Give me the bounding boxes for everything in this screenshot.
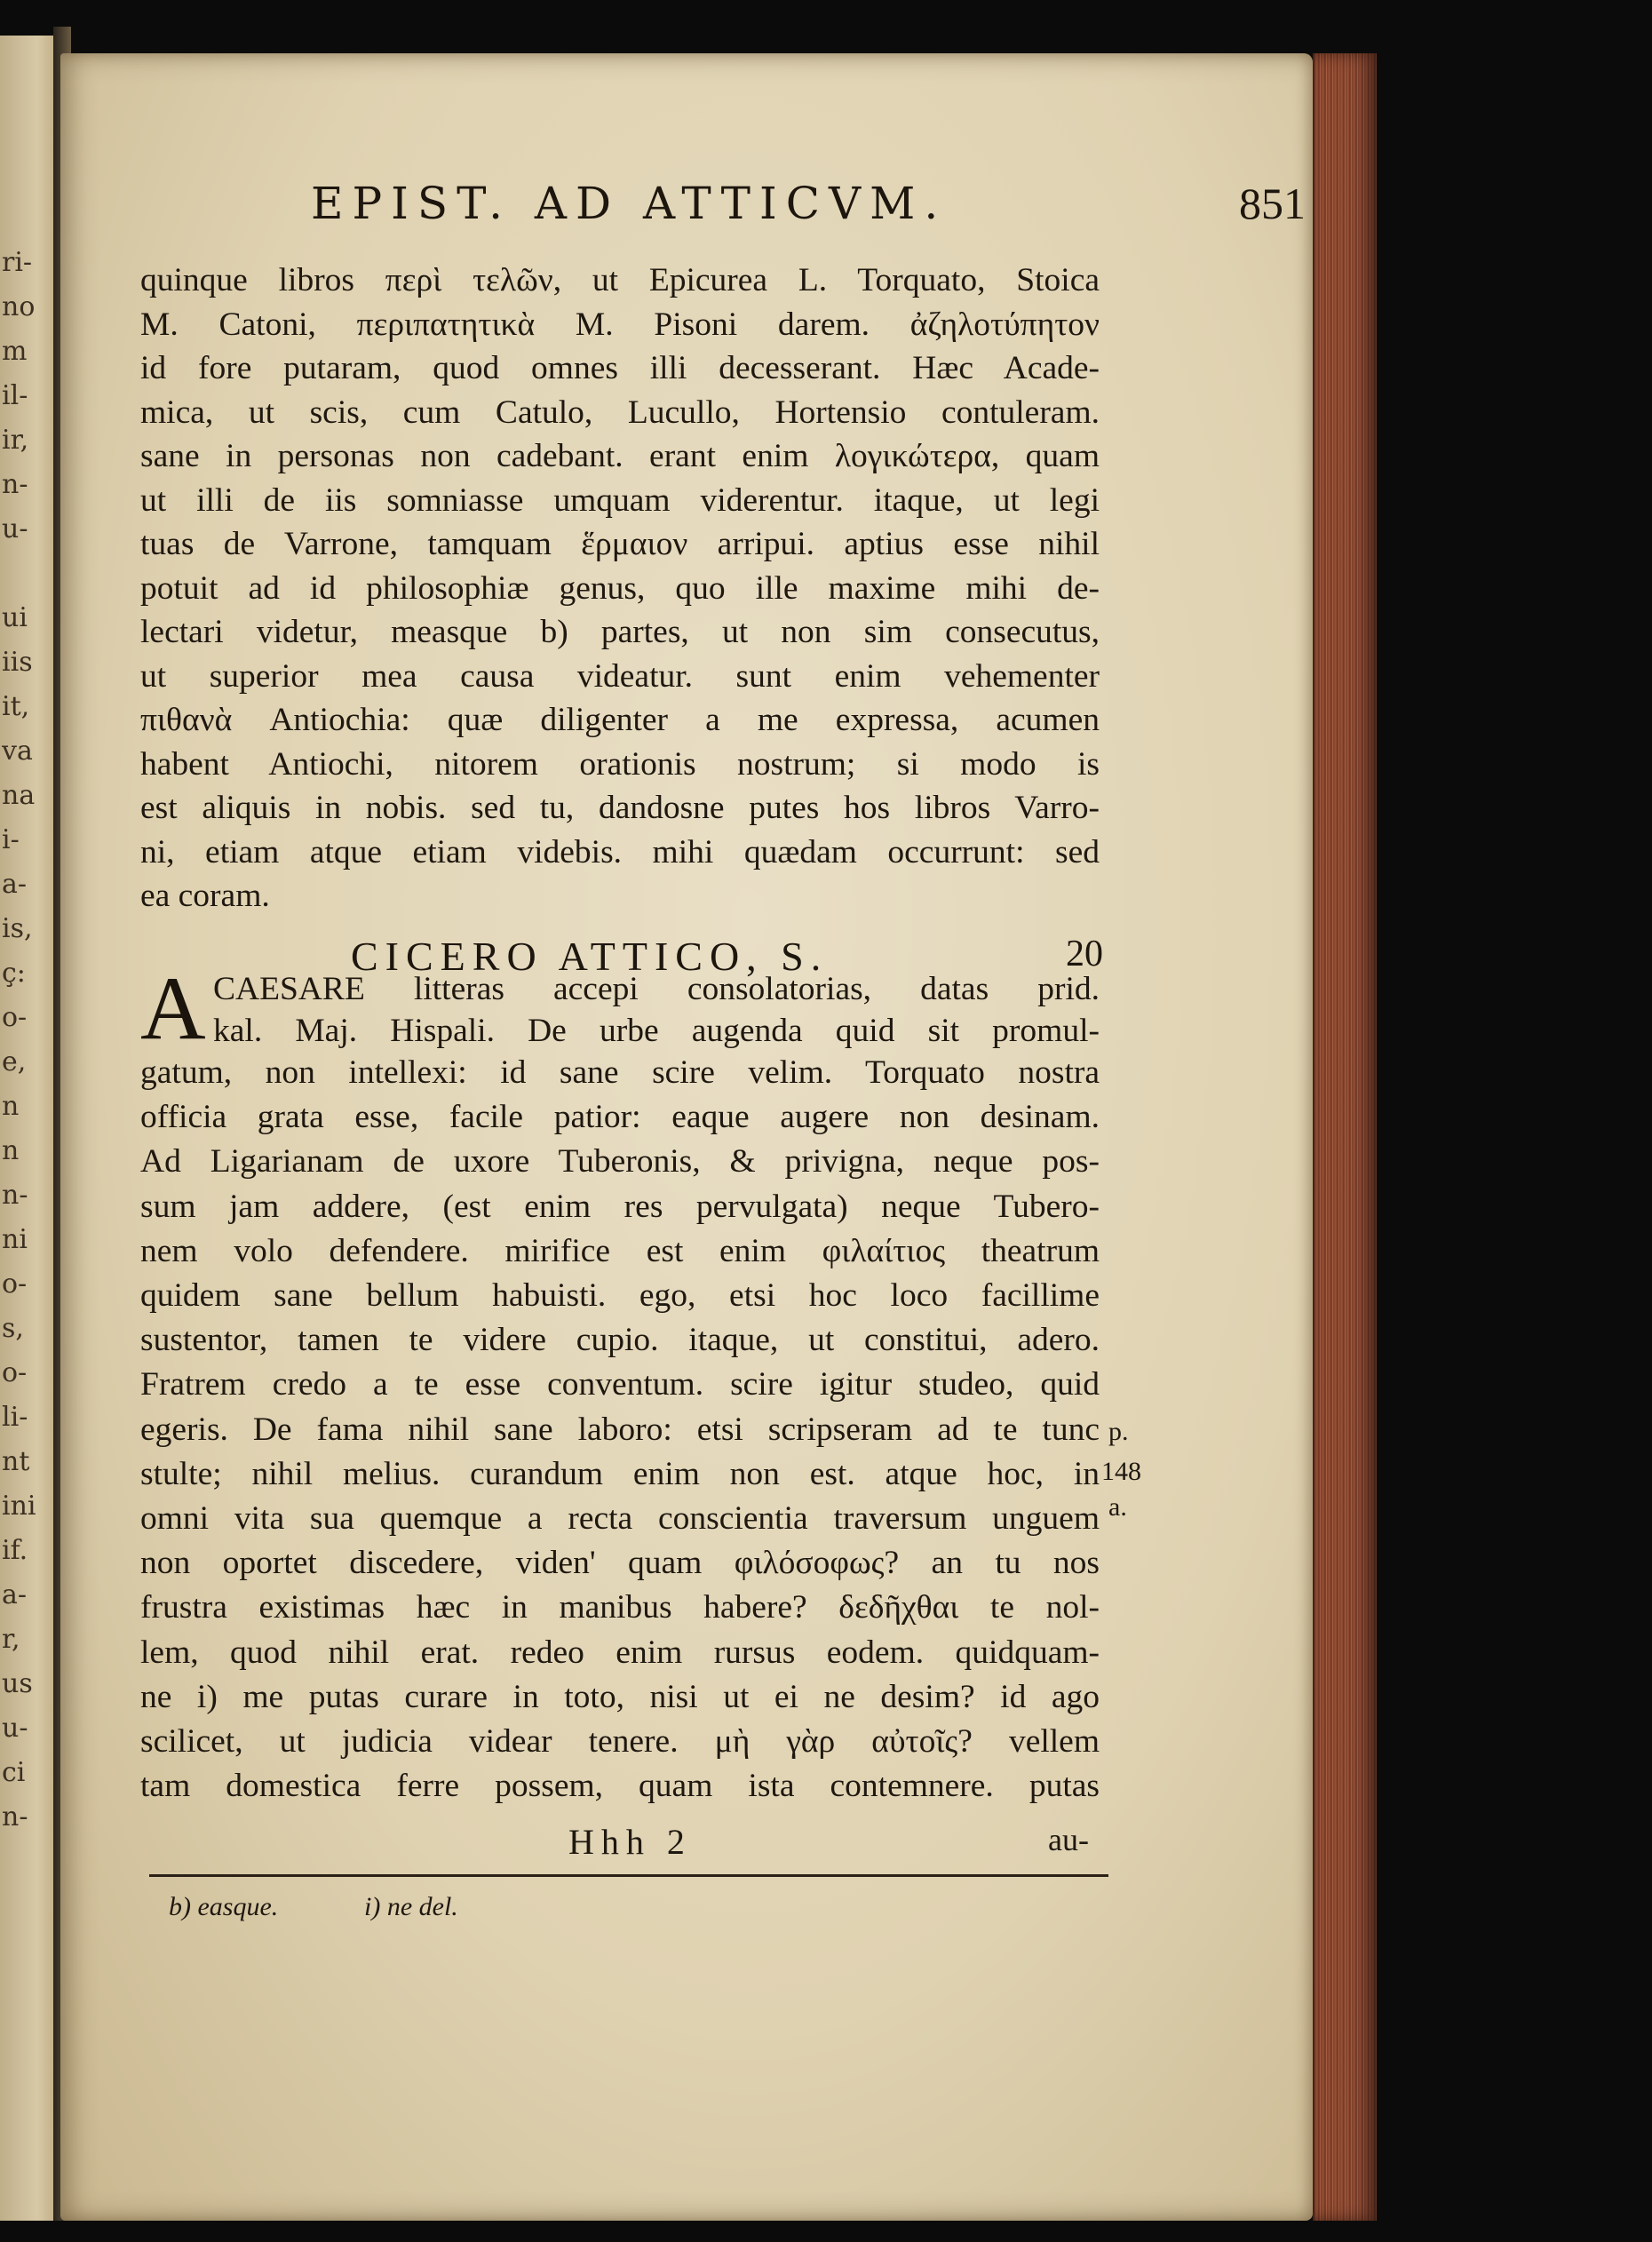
left-page-fragment: o- xyxy=(2,1270,28,1299)
footnote-rule xyxy=(149,1874,1108,1877)
footnote-b: b) easque. xyxy=(169,1892,279,1921)
left-page-fragment: m xyxy=(2,338,28,366)
left-page-fragment: it, xyxy=(2,693,30,721)
left-page-fragment: u- xyxy=(2,515,28,544)
text-line: gatum, non intellexi: id sane scire velim. Torquato nostra xyxy=(140,1054,1100,1091)
text-line: πιθανὰ Antiochia: quæ diligenter a me expressa, acumen xyxy=(140,702,1100,738)
left-page-fragment: i- xyxy=(2,826,20,855)
text-line: M. Catoni, περιπατητικὰ M. Pisoni darem. ἀζηλοτύπητον xyxy=(140,306,1100,343)
text-line: ut illi de iis somniasse umquam viderentur. itaque, ut legi xyxy=(140,481,1100,519)
text-line: ne i) me putas curare in toto, nisi ut ei ne desim? id ago xyxy=(140,1678,1100,1715)
text-line: lectari videtur, measque b) partes, ut non sim consecutus, xyxy=(140,614,1100,650)
text-line: habent Antiochi, nitorem orationis nostrum; si modo is xyxy=(140,745,1100,783)
left-page-fragment: ni xyxy=(2,1226,28,1254)
text-line: est aliquis in nobis. sed tu, dandosne putes hos libros Varro- xyxy=(140,790,1100,826)
footnote-i: i) ne del. xyxy=(364,1892,458,1921)
text-line: lem, quod nihil erat. redeo enim rursus eodem. quidquam- xyxy=(140,1634,1100,1671)
text-line: Ad Ligarianam de uxore Tuberonis, & privigna, neque pos- xyxy=(140,1143,1100,1181)
letter-heading: CICERO ATTICO, S. xyxy=(351,934,829,979)
margin-note-a: a. xyxy=(1108,1492,1127,1522)
text-line: nem volo defendere. mirifice est enim φιλαίτιος theatrum xyxy=(140,1232,1100,1269)
text-line: tam domestica ferre possem, quam ista contemnere. putas xyxy=(140,1768,1100,1805)
left-page-fragment: iis xyxy=(2,648,33,677)
left-page-fragment: ri- xyxy=(2,249,33,277)
text-line: sum jam addere, (est enim res pervulgata) neque Tubero- xyxy=(140,1188,1100,1225)
left-page-fragment: il- xyxy=(2,382,28,410)
left-page-fragment: na xyxy=(2,782,36,810)
left-page-fragment: n- xyxy=(2,1803,28,1832)
text-line: scilicet, ut judicia videar tenere. μὴ γὰρ αὐτοῖς? vellem xyxy=(140,1723,1100,1760)
text-line: ni, etiam atque etiam videbis. mihi quædam occurrunt: sed xyxy=(140,833,1100,871)
drop-cap: A xyxy=(140,958,206,1059)
left-page-fragment: n- xyxy=(2,471,28,499)
left-page-fragment: o- xyxy=(2,1004,28,1032)
letter-number: 20 xyxy=(1066,934,1103,974)
margin-note-p: p. xyxy=(1108,1417,1129,1446)
text-line: potuit ad id philosophiæ genus, quo ille maxime mihi de- xyxy=(140,569,1100,607)
text-line: mica, ut scis, cum Catulo, Lucullo, Hortensio contuleram. xyxy=(140,394,1100,431)
page-number: 851 xyxy=(1239,179,1306,228)
line-after-cap-2: kal. Maj. Hispali. De urbe augenda quid sit promul- xyxy=(213,1013,1100,1049)
left-page-fragment: s, xyxy=(2,1315,24,1343)
text-line: quinque libros περὶ τελῶν, ut Epicurea L. Torquato, Stoica xyxy=(140,262,1100,298)
text-line: sane in personas non cadebant. erant enim λογικώτερα, quam xyxy=(140,438,1100,474)
left-page-fragment: a- xyxy=(2,1581,28,1610)
text-line: Fratrem credo a te esse conventum. scire igitur studeo, quid xyxy=(140,1366,1100,1403)
page-edges xyxy=(1313,53,1377,2221)
text-line: stulte; nihil melius. curandum enim non est. atque hoc, in xyxy=(140,1455,1100,1492)
left-page-fragment: is, xyxy=(2,915,33,943)
text-line: omni vita sua quemque a recta conscientia traversum unguem xyxy=(140,1500,1100,1537)
left-page-fragment: n xyxy=(2,1137,20,1165)
left-page-fragment: no xyxy=(2,293,36,322)
left-page-fragment: ini xyxy=(2,1492,36,1521)
left-page-fragment: e, xyxy=(2,1048,27,1077)
text-line: egeris. De fama nihil sane laboro: etsi scripseram ad te tunc xyxy=(140,1411,1100,1448)
left-page-fragment: u- xyxy=(2,1714,28,1743)
left-page-fragment: us xyxy=(2,1670,33,1698)
left-page-fragment: a- xyxy=(2,871,28,899)
text-line: tuas de Varrone, tamquam ἕρμαιον arripui. aptius esse nihil xyxy=(140,526,1100,562)
margin-note-148: 148 xyxy=(1101,1457,1141,1486)
signature-mark: Hhh 2 xyxy=(568,1822,692,1862)
left-page-fragment: if. xyxy=(2,1537,28,1565)
left-page-fragment: n- xyxy=(2,1181,28,1210)
text-line: sustentor, tamen te videre cupio. itaque, ut constitui, adero. xyxy=(140,1322,1100,1359)
left-page-fragment: n xyxy=(2,1093,20,1121)
text-line: officia grata esse, facile patior: eaque augere non desinam. xyxy=(140,1099,1100,1136)
left-page-fragment: ci xyxy=(2,1759,26,1787)
text-line: non oportet discedere, viden' quam φιλόσοφως? an tu nos xyxy=(140,1545,1100,1582)
left-page-fragment: o- xyxy=(2,1359,28,1387)
text-line: ut superior mea causa videatur. sunt enim vehementer xyxy=(140,657,1100,695)
left-page-fragment: ui xyxy=(2,604,28,632)
text-line: id fore putaram, quod omnes illi decesserant. Hæc Acade- xyxy=(140,350,1100,386)
left-page-fragment: ç: xyxy=(2,959,26,988)
text-line: quidem sane bellum habuisti. ego, etsi hoc loco facillime xyxy=(140,1277,1100,1314)
text-line: frustra existimas hæc in manibus habere? δεδῆχθαι te nol- xyxy=(140,1589,1100,1626)
text-line: ea coram. xyxy=(140,878,270,914)
catchword: au- xyxy=(1048,1822,1089,1857)
running-head: EPIST. AD ATTICVM. xyxy=(311,178,948,229)
left-page-fragment: va xyxy=(2,737,33,766)
left-page-fragment: nt xyxy=(2,1448,30,1476)
left-page-fragment: li- xyxy=(2,1403,28,1432)
left-page-fragment: r, xyxy=(2,1626,20,1654)
left-page-fragment: ir, xyxy=(2,426,29,455)
line-after-cap-1: CAESARE litteras accepi consolatorias, datas prid. xyxy=(213,971,1100,1007)
